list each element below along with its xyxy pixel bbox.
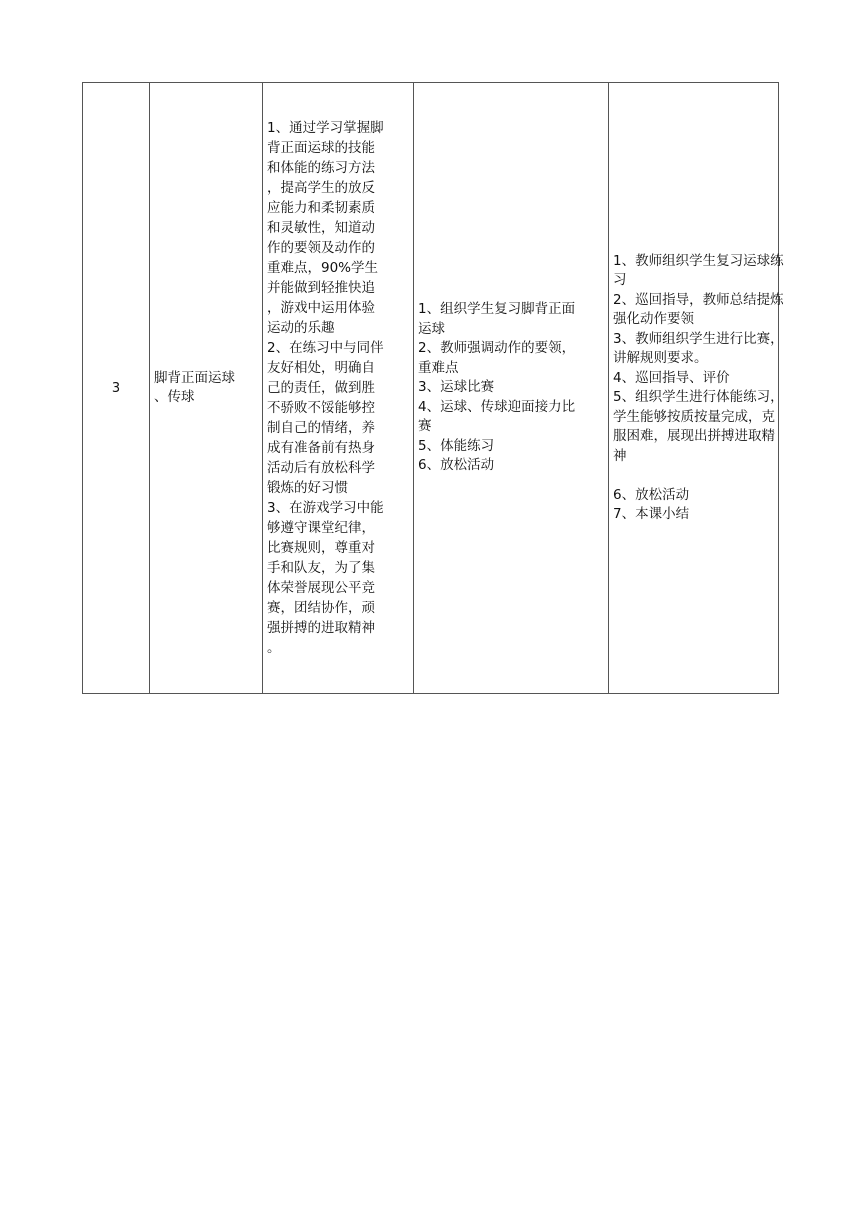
topic-line: 脚背正面运球 <box>154 370 235 386</box>
teacher-activity-line: 1、教师组织学生复习运球练 <box>613 252 784 269</box>
student-activity-line: 3、运球比赛 <box>418 379 495 396</box>
student-activity-line: 运球 <box>418 320 445 337</box>
teacher-activity-line: 5、组织学生进行体能练习， <box>613 389 784 405</box>
objective-line: 2、在练习中与同伴 <box>267 340 384 356</box>
objective-line: 成有准备前有热身 <box>267 440 375 456</box>
student-activity-line: 赛 <box>418 418 432 435</box>
objective-line: 比赛规则，尊重对 <box>267 540 375 556</box>
teacher-activity-line: 习 <box>613 272 627 288</box>
student-activity-line: 6、放松活动 <box>418 457 495 474</box>
objective-line: ，游戏中运用体验 <box>267 300 375 316</box>
objective-line: ，提高学生的放反 <box>267 180 375 196</box>
objective-line: 体荣誉展现公平竞 <box>267 580 375 596</box>
teacher-activity-line: 2、巡回指导，教师总结提炼 <box>613 291 784 308</box>
objective-line: 作的要领及动作的 <box>267 240 375 256</box>
topic-line: 、传球 <box>154 389 195 405</box>
teacher-activity-line: 服困难，展现出拼搏进取精 <box>613 428 775 444</box>
teacher-activity-line: 3、教师组织学生进行比赛， <box>613 330 784 347</box>
objective-line: 重难点，90%学生 <box>267 260 379 276</box>
lesson-plan-table <box>82 82 784 694</box>
objective-line: 赛，团结协作，顽 <box>267 600 375 616</box>
objective-line: 运动的乐趣 <box>267 320 335 336</box>
objective-line: 和体能的练习方法 <box>267 160 375 176</box>
teacher-activity-line: 6、放松活动 <box>613 486 690 503</box>
student-activity-line: 4、运球、传球迎面接力比 <box>418 398 576 415</box>
table-row <box>83 83 779 694</box>
student-activities-cell <box>414 83 609 694</box>
teacher-activities-cell <box>609 83 784 694</box>
teacher-activity-line: 神 <box>613 447 627 464</box>
teacher-activity-line: 讲解规则要求。 <box>613 350 708 366</box>
teacher-activity-line: 学生能够按质按量完成，克 <box>613 408 775 425</box>
student-activity-line: 2、教师强调动作的要领， <box>418 340 576 357</box>
lesson-index-cell: 3 <box>83 83 150 694</box>
student-activity-line: 重难点 <box>418 359 459 376</box>
objective-line: 并能做到轻推快追 <box>267 280 375 296</box>
objective-line: 和灵敏性，知道动 <box>267 220 375 236</box>
teacher-activity-line: 7、本课小结 <box>613 506 690 522</box>
objective-line: 应能力和柔韧素质 <box>267 200 375 216</box>
objective-line: 够遵守课堂纪律， <box>267 520 375 536</box>
objective-line: 背正面运球的技能 <box>267 140 375 156</box>
teacher-activity-line: 4、巡回指导、评价 <box>613 369 730 386</box>
objective-line: 。 <box>267 640 281 656</box>
objective-line: 1、通过学习掌握脚 <box>267 120 384 136</box>
objective-line: 制自己的情绪，养 <box>267 420 375 436</box>
teacher-activity-line: 强化动作要领 <box>613 311 694 327</box>
student-activity-line: 1、组织学生复习脚背正面 <box>418 301 576 318</box>
blank-line <box>613 466 774 486</box>
objective-line: 己的责任，做到胜 <box>267 380 375 396</box>
objective-line: 手和队友，为了集 <box>267 560 375 576</box>
objectives-cell <box>263 83 414 694</box>
objective-line: 活动后有放松科学 <box>267 460 375 476</box>
objective-line: 友好相处，明确自 <box>267 360 375 376</box>
objective-line: 强拼搏的进取精神 <box>267 620 375 636</box>
topic-cell <box>150 83 263 694</box>
objective-line: 不骄败不馁能够控 <box>267 400 375 416</box>
objective-line: 3、在游戏学习中能 <box>267 500 384 516</box>
student-activity-line: 5、体能练习 <box>418 437 495 454</box>
objective-line: 锻炼的好习惯 <box>267 480 348 496</box>
